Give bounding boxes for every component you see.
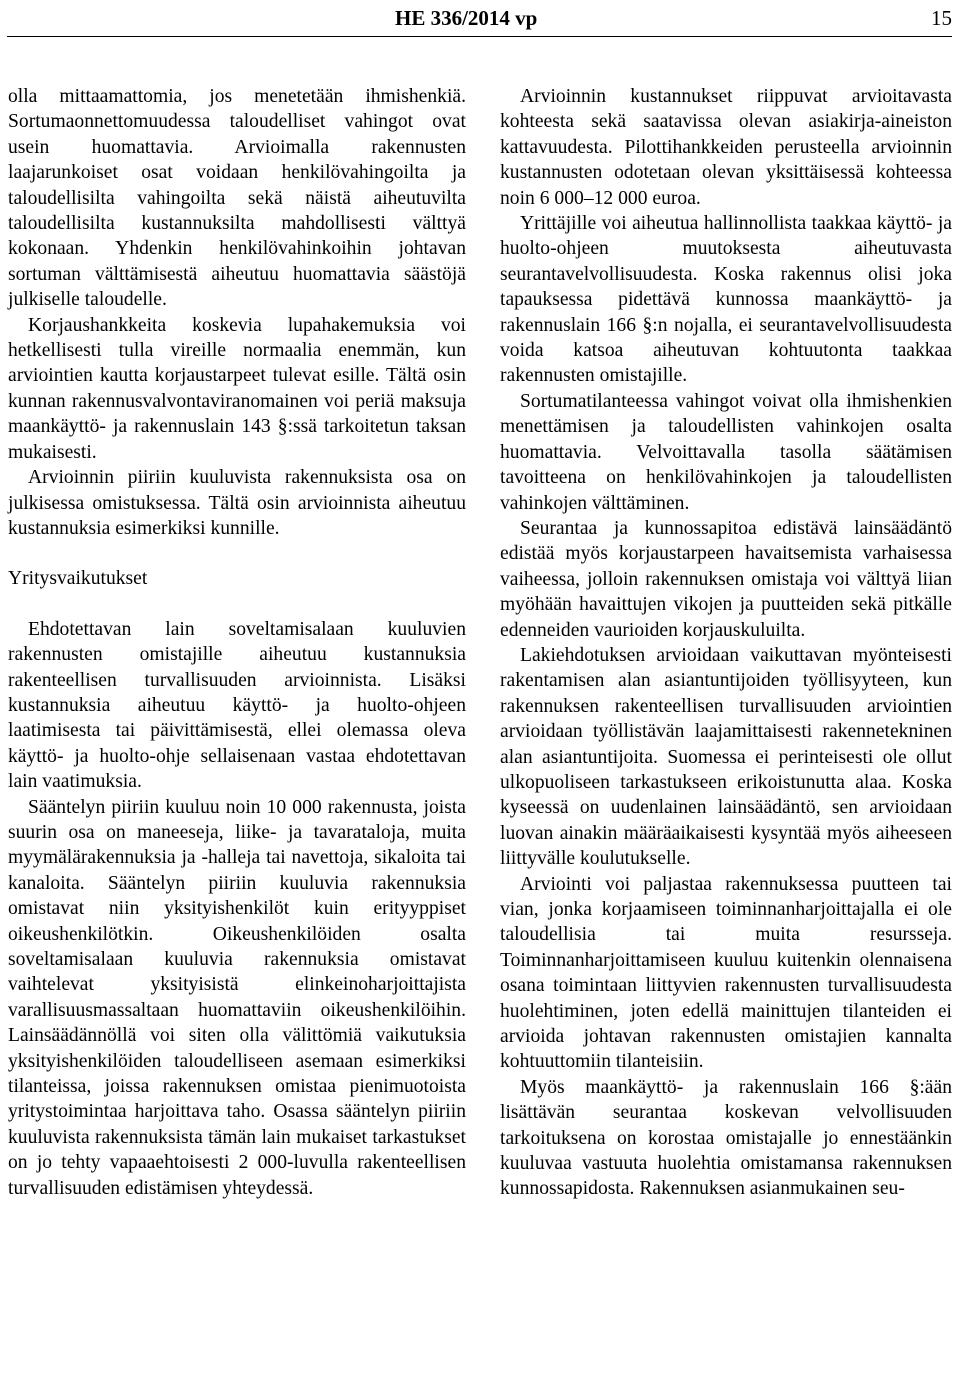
paragraph: olla mittaamattomia, jos menetetään ihmishenkiä. Sortumaonnettomuudessa taloudelliset vahingot ovat usein huomattavia. Arvioimalla rakennusten laajarunkoiset osat voidaan henkilövahingoilta ja taloudellisilta vahingoilta sekä näistä aiheutuvilta taloudellisilta kustannuksilta mahdollisesti välttyä kokonaan. Yhdenkin henkilövahinkoihin johtavan sortuman välttämisestä aiheutuu huomattavia säästöjä julkiselle taloudelle. xyxy=(8,86,466,311)
paragraph: Korjaushankkeita koskevia lupahakemuksia voi hetkellisesti tulla vireille normaalia enemmän, kun arviointien kautta korjaustarpeet tulevat esille. Tältä osin kunnan rakennusvalvontaviranomainen voi periä maksuja maankäyttö- ja rakennuslain 143 §:ssä tarkoitetun taksan mukaisesti. xyxy=(8,314,466,463)
paragraph: Seurantaa ja kunnossapitoa edistävä lainsäädäntö edistää myös korjaustarpeen havaitsemista varhaisessa vaiheessa, jolloin rakennuksen omistaja voi välttyä liian myöhään havaittujen vikojen ja puutteiden sekä pitkälle edenneiden vaurioiden korjauskuluilta. xyxy=(500,517,952,641)
header-divider xyxy=(7,36,952,37)
page-header xyxy=(0,6,960,36)
paragraph: Arvioinnin kustannukset riippuvat arvioitavasta kohteesta sekä saatavissa olevan asiakirja-aineiston kattavuudesta. Pilottihankkeiden perusteella arvioinnin kustannusten odotetaan olevan yksittäisessä kohteessa noin 6 000–12 000 euroa. xyxy=(500,86,952,209)
right-column xyxy=(500,84,952,1202)
paragraph: Arviointi voi paljastaa rakennuksessa puutteen tai vian, jonka korjaamiseen toiminnanharjoittajalla ei ole taloudellisia tai muita resursseja. Toiminnanharjoittamiseen kuuluu kuitenkin olennaisena osana toimintaan liittyvien rakennusten turvallisuudesta huolehtiminen, joten edellä mainittujen tilanteiden ei arvioida johtavan rakennusten omistajien kannalta kohtuuttomiin tilanteisiin. xyxy=(500,873,952,1073)
page-number: 15 xyxy=(931,6,952,30)
left-column xyxy=(8,84,466,1201)
paragraph: Lakiehdotuksen arvioidaan vaikuttavan myönteisesti rakentamisen alan asiantuntijoiden työllisyyteen, kun rakennuksen rakenteellisen turvallisuuden arviointien arvioidaan työllistävän laajamittaisesti rakennetekninen alan asiantuntijoita. Suomessa ei perinteisesti ole ollut ulkopuoliseen tarkastukseen erikoistunutta alaa. Koska kyseessä on uudenlainen lainsäädäntö, sen arvioidaan luovan ainakin määräaikaisesti kysyntää myös aiheeseen liittyvälle koulutukselle. xyxy=(500,644,952,870)
paragraph: Sortumatilanteessa vahingot voivat olla ihmishenkien menettämisen ja taloudellisten vahinkojen osalta huomattavia. Velvoittavalla tasolla säätämisen tavoitteena on henkilövahinkojen ja taloudellisten vahinkojen välttäminen. xyxy=(500,390,952,514)
paragraph: Yrittäjille voi aiheutua hallinnollista taakkaa käyttö- ja huolto-ohjeen muutoksesta aiheutuvasta seurantavelvollisuudesta. Koska rakennus olisi joka tapauksessa pidettävä kunnossa maankäyttö- ja rakennuslain 166 §:n nojalla, ei seurantavelvollisuudesta voida katsoa aiheutuvan kohtuutonta taakkaa rakennusten omistajille. xyxy=(500,213,952,387)
paragraph: Arvioinnin piiriin kuuluvista rakennuksista osa on julkisessa omistuksessa. Tältä osin arvioinnista aiheutuu kustannuksia esimerkiksi kunnille. xyxy=(8,467,466,539)
document-id: HE 336/2014 vp xyxy=(395,6,538,30)
paragraph: Myös maankäyttö- ja rakennuslain 166 §:ään lisättävän seurantaa koskevan velvollisuuden tarkoituksena on korostaa omistajalle jo ennestäänkin kuuluvaa vastuuta huolehtia omistamansa rakennuksen kunnossapidosta. Rakennuksen asianmukainen seu- xyxy=(500,1076,952,1200)
paragraph: Ehdotettavan lain soveltamisalaan kuuluvien rakennusten omistajille aiheutuu kustannuksia rakenteellisen turvallisuuden arvioinnista. Lisäksi kustannuksia aiheutuu käyttö- ja huolto-ohjeen laatimisesta tai päivittämisestä, ellei olemassa oleva käyttö- ja huolto-ohje sellaisenaan vastaa ehdotettavan lain vaatimuksia. xyxy=(8,618,466,793)
paragraph: Sääntelyn piiriin kuuluu noin 10 000 rakennusta, joista suurin osa on maneeseja, liike- ja tavarataloja, muita myymälärakennuksia ja -halleja tai navettoja, sikaloita tai kanaloita. Sääntelyn piiriin kuuluvia rakennuksia omistavat niin yksityishenkilöt kuin erityyppiset oikeushenkilötkin. Oikeushenkilöiden osalta soveltamisalaan kuuluvia rakennuksia omistavat vaihtelevat yksityisistä elinkeinoharjoittajista varallisuusmassaltaan huomattaviin oikeushenkilöihin. Lainsäädännöllä voi siten olla välittömiä vaikutuksia yksityishenkilöiden taloudelliseen asemaan esimerkiksi tilanteissa, joissa rakennuksen omistaa pienimuotoista yritystoimintaa harjoittava taho. Osassa sääntelyn piiriin kuuluvista rakennuksista tämän lain mukaiset tarkastukset on jo tehty vapaaehtoisesti 2 000-luvulla rakenteellisen turvallisuuden edistämisen yhteydessä. xyxy=(8,796,466,1199)
section-heading: Yritysvaikutukset xyxy=(8,568,148,590)
